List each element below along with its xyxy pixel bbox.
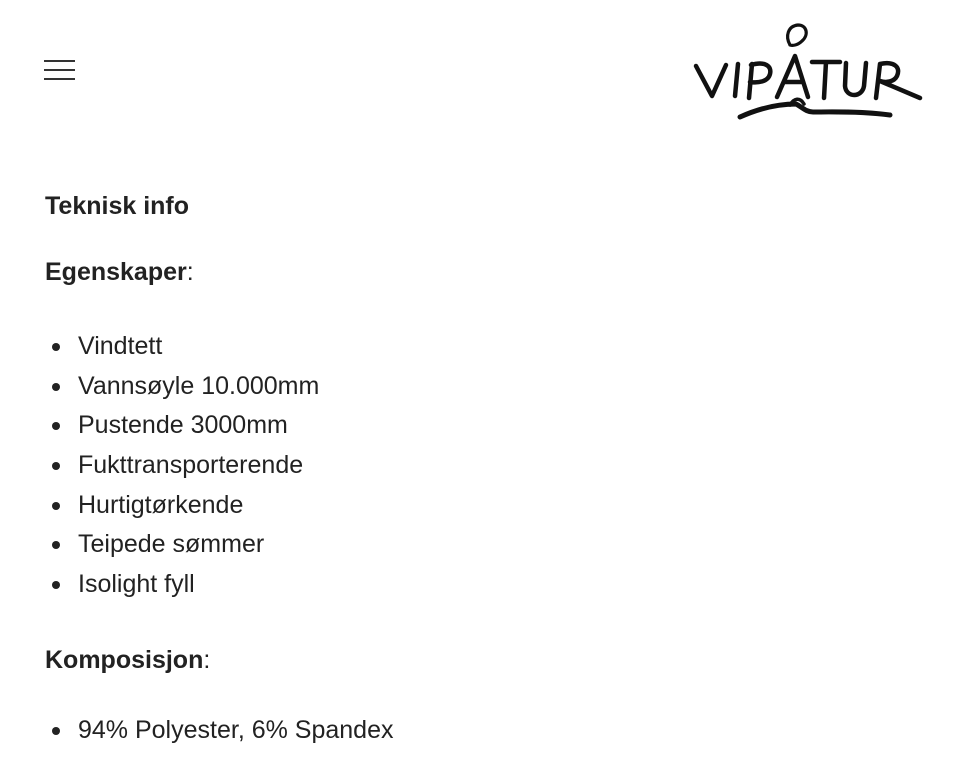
properties-list	[45, 327, 925, 605]
list-item: Hurtigtørkende	[45, 486, 925, 526]
properties-colon: :	[186, 258, 194, 286]
section-title: Teknisk info	[45, 192, 190, 220]
product-technical-info	[45, 188, 925, 751]
list-item: Isolight fyll	[45, 565, 925, 605]
list-item: 94% Polyester, 6% Spandex	[45, 711, 925, 751]
hamburger-menu-icon-bar	[44, 69, 75, 71]
hamburger-menu-icon	[44, 60, 75, 62]
list-item: Fukttransporterende	[45, 446, 925, 486]
properties-heading	[45, 254, 925, 290]
list-item: Teipede sømmer	[45, 525, 925, 565]
site-header	[0, 0, 960, 140]
hamburger-menu-icon-bar	[44, 78, 75, 80]
list-item: Pustende 3000mm	[45, 406, 925, 446]
list-item: Vannsøyle 10.000mm	[45, 367, 925, 407]
composition-list	[45, 711, 925, 751]
composition-label: Komposisjon	[45, 645, 204, 674]
composition-heading	[45, 642, 925, 678]
vipatur-logo-icon	[690, 18, 926, 124]
hamburger-menu-button[interactable]	[40, 54, 80, 86]
list-item: Vindtett	[45, 327, 925, 367]
brand-logo[interactable]	[690, 18, 926, 124]
properties-label: Egenskaper	[45, 258, 187, 286]
composition-colon: :	[203, 645, 211, 674]
